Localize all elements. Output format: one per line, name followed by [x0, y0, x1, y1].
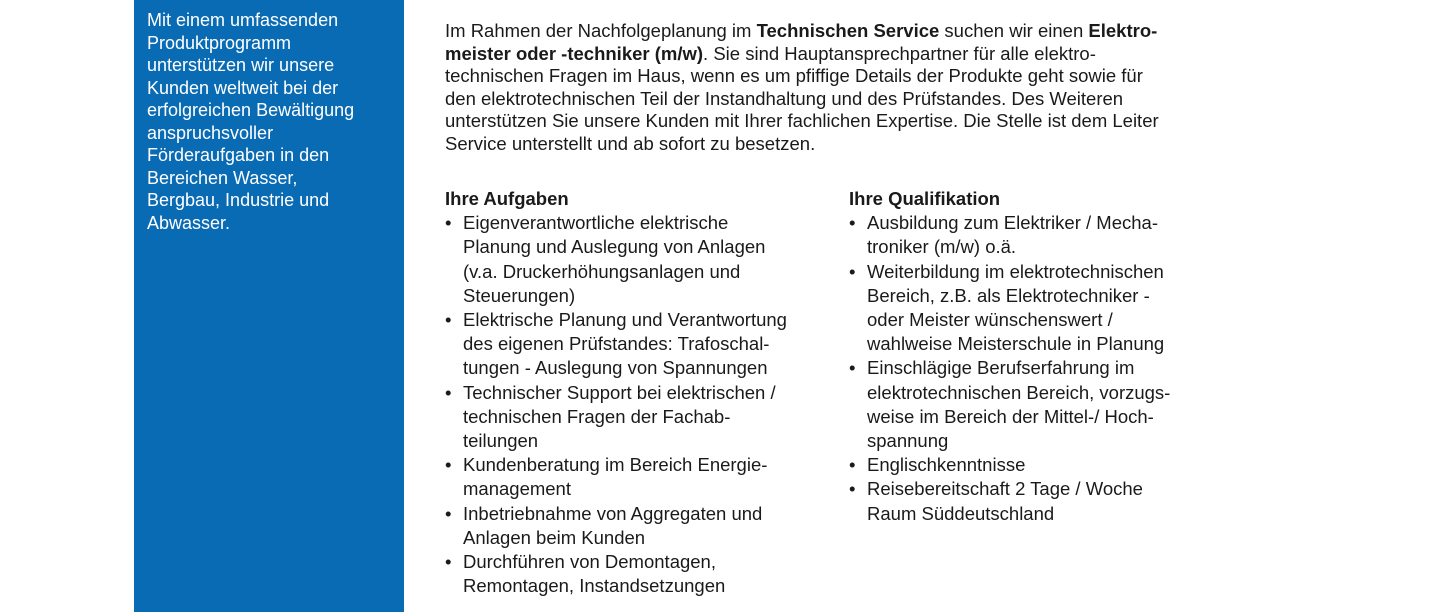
qualification-item	[849, 356, 1229, 453]
list-item-line: Steuerungen)	[463, 284, 576, 306]
intro-line	[445, 65, 1225, 88]
sidebar-line: unterstützen wir unsere	[147, 55, 335, 75]
sidebar-panel	[134, 0, 404, 612]
task-item	[445, 211, 825, 308]
list-item-line: (v.a. Druckerhöhungsanlagen und	[463, 260, 741, 282]
intro-bold-text: meister oder -techniker (m/w)	[445, 42, 704, 64]
task-item	[445, 308, 825, 381]
intro-line	[445, 133, 1225, 156]
bullet-icon: •	[849, 454, 856, 476]
sidebar-line: Förderaufgaben in den	[147, 145, 330, 165]
sidebar-line: Abwasser.	[147, 212, 231, 233]
list-item-line: management	[463, 478, 571, 500]
list-item-line: Raum Süddeutschland	[867, 502, 1055, 524]
sidebar-line: erfolgreichen Bewältigung	[147, 100, 355, 120]
list-item-line: Eigenverantwortliche elektrische	[463, 212, 729, 234]
task-item	[445, 381, 825, 454]
list-item-line: troniker (m/w) o.ä.	[867, 236, 1017, 258]
list-item-line: oder Meister wünschenswert /	[867, 309, 1113, 331]
list-item-line: Anlagen beim Kunden	[463, 526, 646, 548]
list-item-line: Einschlägige Berufserfahrung im	[867, 357, 1135, 379]
list-item-line: teilungen	[463, 430, 539, 452]
list-item-line: Planung und Auslegung von Anlagen	[463, 236, 766, 258]
sidebar-text	[147, 9, 397, 234]
bullet-icon: •	[445, 454, 452, 476]
list-item-line: Weiterbildung im elektrotechnischen	[867, 260, 1164, 282]
list-item-line: Kundenberatung im Bereich Energie-	[463, 454, 768, 476]
list-item-line: tungen - Auslegung von Spannungen	[463, 357, 768, 379]
qualification-heading: Ihre Qualifikation	[849, 188, 1001, 209]
tasks-section	[445, 187, 825, 598]
tasks-heading: Ihre Aufgaben	[445, 188, 569, 209]
bullet-icon: •	[445, 502, 452, 524]
list-item-line: technischen Fragen der Fachab-	[463, 405, 731, 427]
list-item-line: Durchführen von Demontagen,	[463, 551, 716, 573]
intro-text: Service unterstellt und ab sofort zu besetzen.	[445, 132, 816, 154]
list-item-line: Inbetriebnahme von Aggregaten und	[463, 502, 763, 524]
task-item	[445, 502, 825, 550]
list-item-line: Englischkenntnisse	[867, 454, 1026, 476]
qualification-item	[849, 453, 1229, 477]
list-item-line: des eigenen Prüfstandes: Trafoschal-	[463, 333, 770, 355]
intro-text: den elektrotechnischen Teil der Instandhaltung und des Prüfstandes. Des Weiteren	[445, 87, 1124, 109]
intro-line	[445, 43, 1225, 66]
intro-bold-text: Elektro-	[1088, 20, 1158, 41]
qualification-item	[849, 211, 1229, 259]
list-item-line: Ausbildung zum Elektriker / Mecha-	[867, 212, 1158, 234]
intro-text: . Sie sind Hauptansprechpartner für alle elektro-	[703, 42, 1096, 64]
list-item-line: Bereich, z.B. als Elektrotechniker -	[867, 284, 1150, 306]
list-item-line: weise im Bereich der Mittel-/ Hoch-	[867, 405, 1154, 427]
task-item	[445, 550, 825, 598]
intro-line	[445, 88, 1225, 111]
list-item-line: wahlweise Meisterschule in Planung	[867, 333, 1165, 355]
qualification-list	[849, 211, 1229, 526]
list-item-line: spannung	[867, 430, 949, 452]
bullet-icon: •	[445, 381, 452, 403]
task-item	[445, 453, 825, 501]
sidebar-line: Mit einem umfassenden	[147, 10, 339, 30]
bullet-icon: •	[445, 309, 452, 331]
bullet-icon: •	[445, 212, 452, 234]
intro-text: suchen wir einen	[939, 20, 1089, 41]
intro-line	[445, 20, 1225, 43]
intro-text: Im Rahmen der Nachfolgeplanung im	[445, 20, 757, 41]
list-item-line: Remontagen, Instandsetzungen	[463, 575, 726, 597]
intro-text: unterstützen Sie unsere Kunden mit Ihrer fachlichen Expertise. Die Stelle ist dem Leiter	[445, 110, 1159, 131]
intro-paragraph	[445, 20, 1225, 155]
list-item-line: elektrotechnischen Bereich, vorzugs-	[867, 381, 1171, 403]
sidebar-line: Bergbau, Industrie und	[147, 190, 330, 210]
bullet-icon: •	[849, 260, 856, 282]
bullet-icon: •	[445, 551, 452, 573]
list-item-line: Technischer Support bei elektrischen /	[463, 381, 776, 403]
qualification-item	[849, 260, 1229, 357]
sidebar-line: Bereichen Wasser,	[147, 167, 298, 188]
sidebar-line: Kunden weltweit bei der	[147, 77, 339, 98]
qualification-item	[849, 477, 1229, 525]
sidebar-line: anspruchsvoller	[147, 122, 274, 143]
intro-bold-text: Technischen Service	[756, 20, 940, 41]
tasks-list	[445, 211, 825, 598]
list-item-line: Reisebereitschaft 2 Tage / Woche	[867, 478, 1143, 500]
bullet-icon: •	[849, 478, 856, 500]
bullet-icon: •	[849, 212, 856, 234]
bullet-icon: •	[849, 357, 856, 379]
intro-text: technischen Fragen im Haus, wenn es um pfiffige Details der Produkte geht sowie für	[445, 65, 1143, 86]
sidebar-line: Produktprogramm	[147, 32, 292, 53]
intro-line	[445, 110, 1225, 133]
qualification-section	[849, 187, 1229, 526]
list-item-line: Elektrische Planung und Verantwortung	[463, 309, 787, 331]
